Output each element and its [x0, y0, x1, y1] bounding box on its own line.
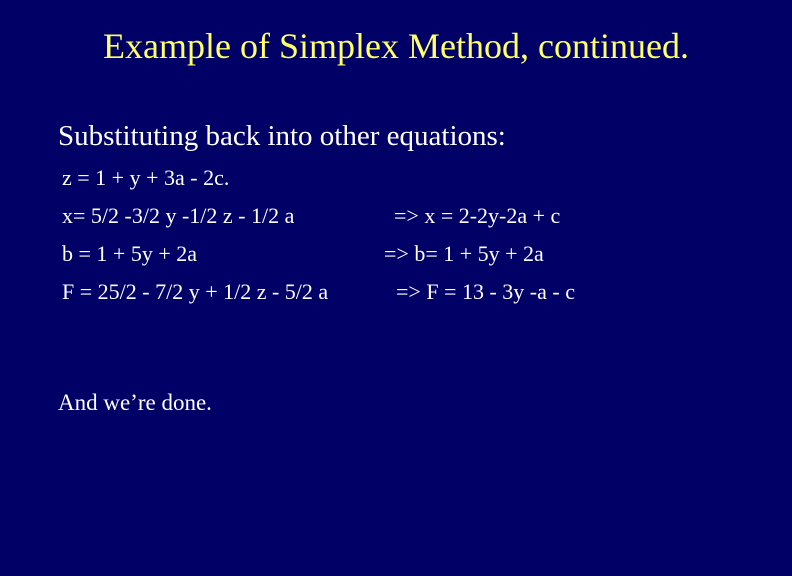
- equation-x: x= 5/2 -3/2 y -1/2 z - 1/2 a: [62, 203, 295, 228]
- equation-f-result: => F = 13 - 3y -a - c: [396, 279, 575, 304]
- slide-subtitle: Substituting back into other equations:: [58, 120, 506, 152]
- equation-f: F = 25/2 - 7/2 y + 1/2 z - 5/2 a: [62, 279, 329, 304]
- equation-b-result: => b= 1 + 5y + 2a: [384, 241, 544, 266]
- equation-x-result: => x = 2-2y-2a + c: [394, 203, 561, 228]
- equation-b: b = 1 + 5y + 2a: [62, 241, 197, 266]
- slide-title: Example of Simplex Method, continued.: [103, 26, 689, 66]
- closing-text: And we’re done.: [58, 390, 212, 415]
- equation-z: z = 1 + y + 3a - 2c.: [62, 165, 230, 190]
